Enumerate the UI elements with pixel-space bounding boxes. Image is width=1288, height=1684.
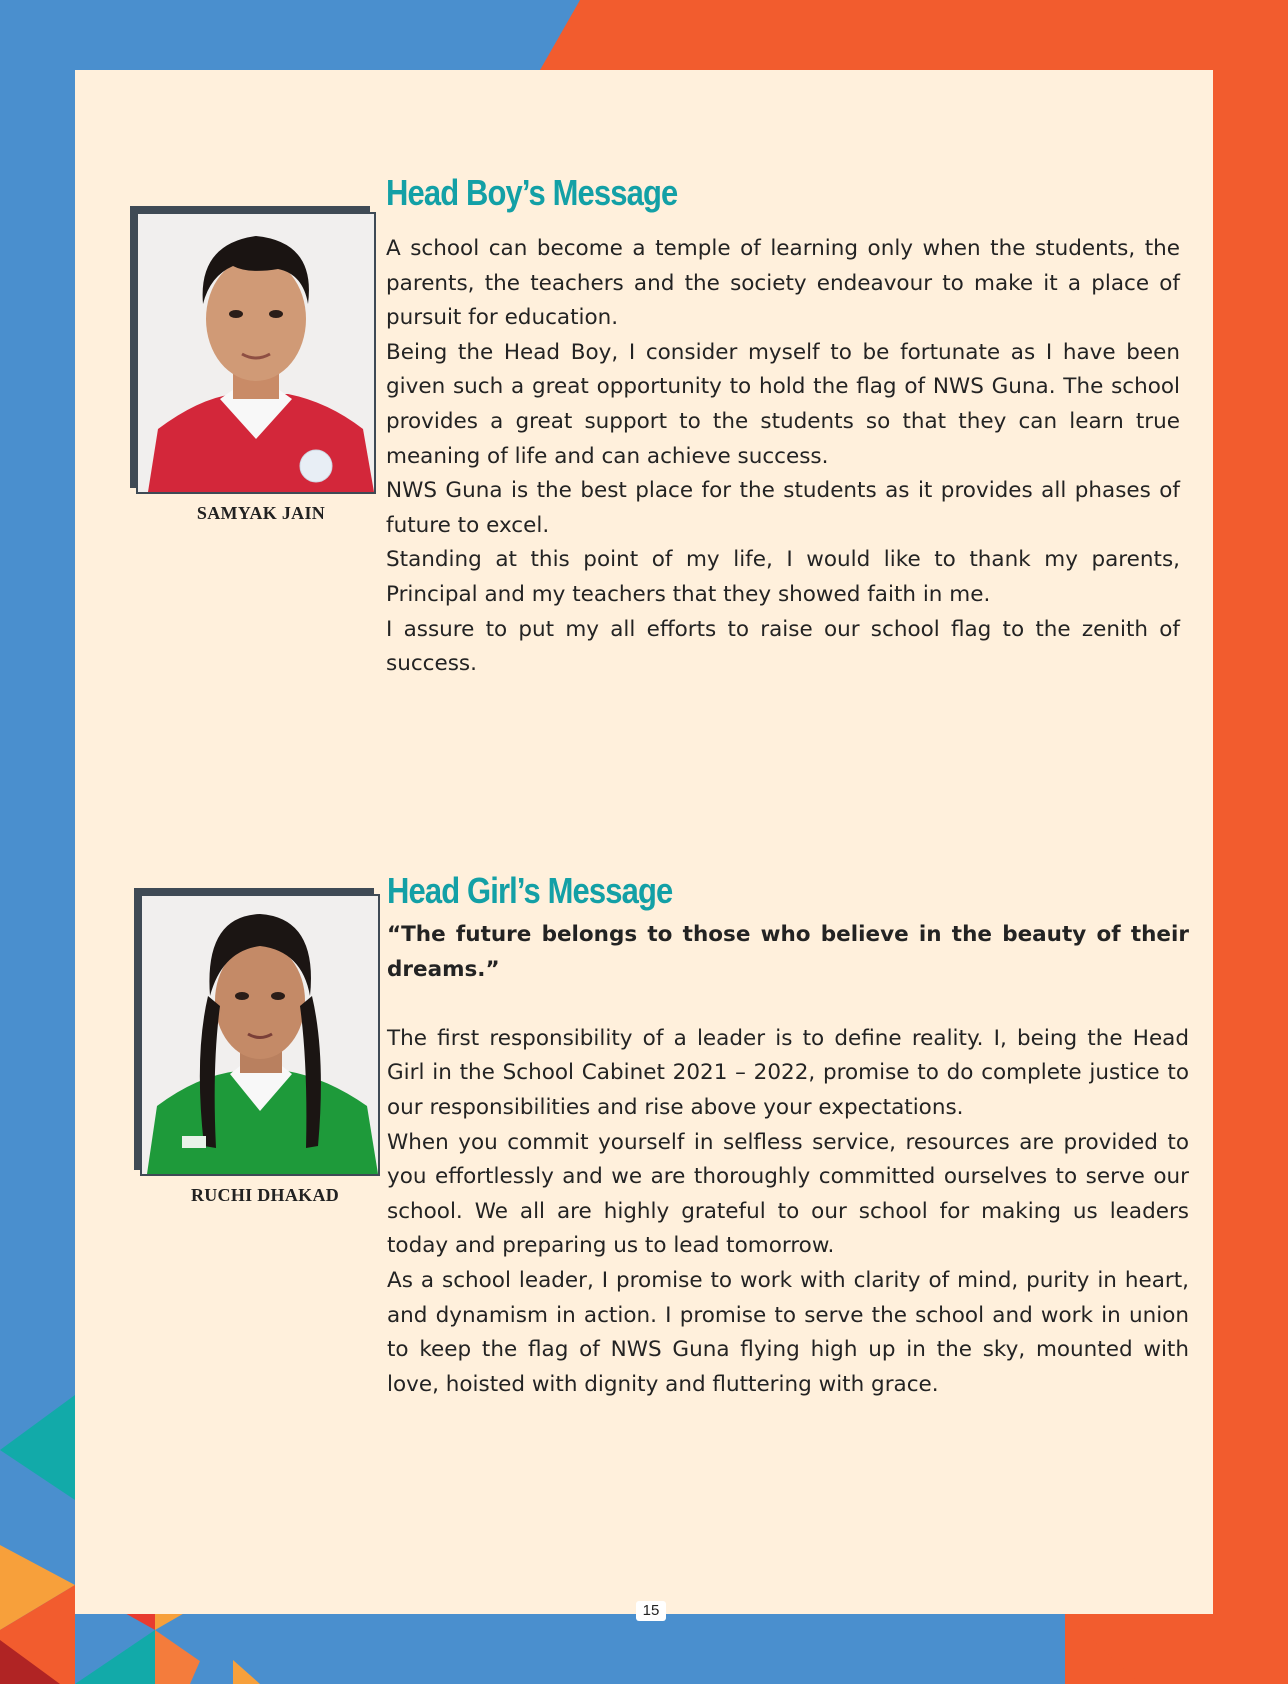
paragraph: I assure to put my all efforts to raise our school flag to the zenith of success. — [386, 616, 1180, 677]
paragraph: A school can become a temple of learning only when the students, the parents, the teachers and the society endeavour to make it a place of pursuit for education. — [386, 236, 1180, 331]
head-boy-section — [386, 172, 1180, 682]
head-girl-name: RUCHI DHAKAD — [190, 1185, 340, 1205]
paragraph: As a school leader, I promise to work with clarity of mind, purity in heart, and dynamism in action. I promise to serve the school and work in union to keep the flag of NWS Guna flying high up in the sky, mounted with love, hoisted with dignity and fluttering with grace. — [387, 1267, 1189, 1397]
head-girl-heading: Head Girl’s Message — [387, 870, 673, 911]
quote: “The future belongs to those who believe in the beauty of their dreams.” — [387, 922, 1189, 982]
paragraph: When you commit yourself in selfless service, resources are provided to you effortlessly and we are thoroughly committed ourselves to serve our school. We all are highly grateful to our school for making us leaders today and preparing us to lead tomorrow. — [387, 1129, 1189, 1259]
paragraph: Standing at this point of my life, I would like to thank my parents, Principal and my teachers that they showed faith in me. — [386, 547, 1180, 607]
head-girl-section — [387, 870, 1189, 1402]
head-boy-message — [386, 232, 1180, 682]
head-girl-message — [387, 918, 1189, 1402]
paragraph: NWS Guna is the best place for the students as it provides all phases of future to excel. — [386, 478, 1180, 538]
head-boy-photo-frame — [130, 206, 376, 496]
head-boy-heading: Head Boy’s Message — [386, 172, 678, 213]
head-boy-name: SAMYAK JAIN — [196, 503, 326, 523]
paragraph: The first responsibility of a leader is to define reality. I, being the Head Girl in the School Cabinet 2021 – 2022, promise to do complete justice to our responsibilities and rise above your expectations. — [387, 1025, 1189, 1120]
page-number: 15 — [636, 1601, 666, 1621]
head-girl-photo-frame — [134, 888, 380, 1178]
paragraph: Being the Head Boy, I consider myself to be fortunate as I have been given such a great opportunity to hold the flag of NWS Guna. The school provides a great support to the students so that they can learn true meaning of life and can achieve success. — [386, 339, 1180, 469]
head-boy-photo — [136, 212, 376, 494]
head-girl-photo — [140, 894, 380, 1176]
